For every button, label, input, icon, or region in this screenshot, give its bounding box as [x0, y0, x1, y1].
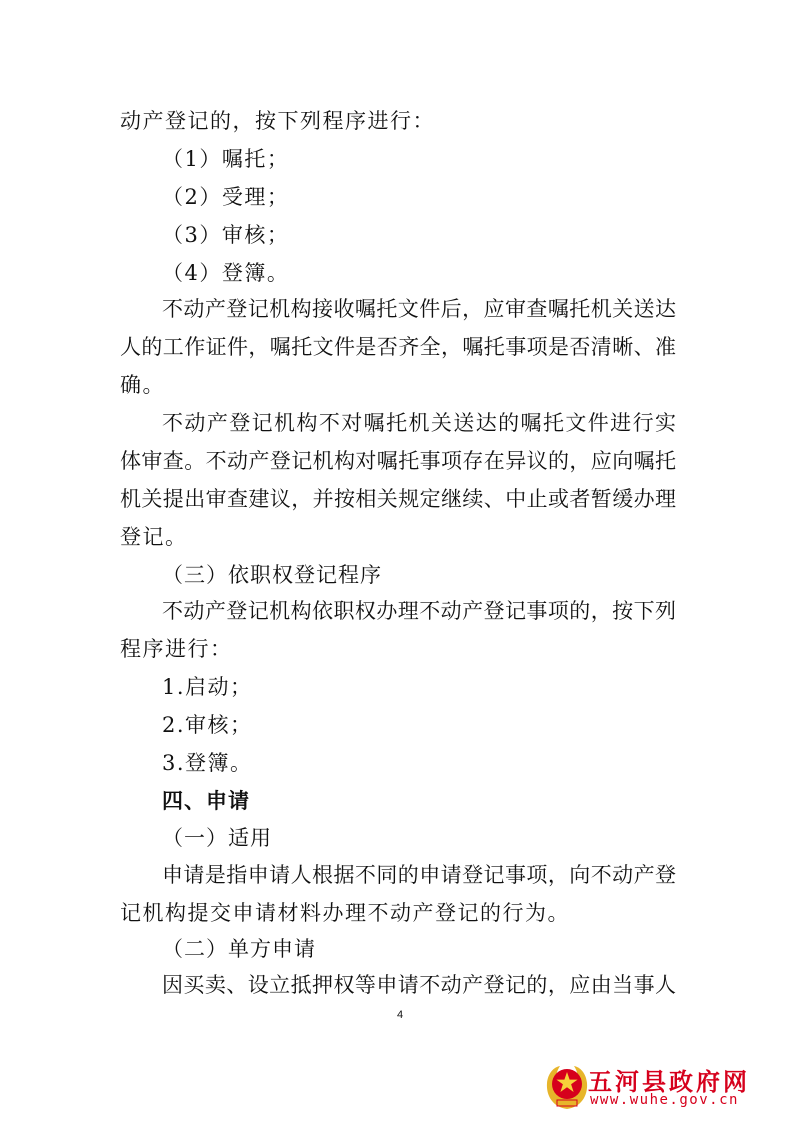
text-line: 体审查。不动产登记机构对嘱托事项存在异议的，应向嘱托	[120, 449, 676, 473]
list-item: （4）登簿。	[162, 261, 290, 285]
national-emblem-icon	[544, 1062, 590, 1112]
list-item: （3）审核；	[162, 223, 290, 247]
section-heading: （二）单方申请	[162, 937, 316, 961]
text-line: 登记。	[120, 525, 188, 549]
list-item: 1.启动；	[162, 675, 253, 699]
watermark-site-name: 五河县政府网	[588, 1068, 750, 1096]
section-heading: （三）依职权登记程序	[162, 563, 382, 587]
text-line: 因买卖、设立抵押权等申请不动产登记的，应由当事人	[162, 973, 676, 997]
chapter-heading: 四、申请	[162, 789, 250, 813]
text-line: 不动产登记机构依职权办理不动产登记事项的，按下列	[162, 599, 676, 623]
list-item: （2）受理；	[162, 185, 290, 209]
text-line: 程序进行：	[120, 637, 233, 661]
text-line: 机关提出审查建议，并按相关规定继续、中止或者暂缓办理	[120, 487, 676, 511]
text-line: 不动产登记机构接收嘱托文件后，应审查嘱托机关送达	[162, 297, 676, 321]
page-number: 4	[396, 1009, 404, 1021]
text-line: 动产登记的，按下列程序进行：	[120, 109, 435, 133]
text-line: 申请是指申请人根据不同的申请登记事项，向不动产登	[162, 863, 676, 887]
list-item: 2.审核；	[162, 713, 253, 737]
text-line: 不动产登记机构不对嘱托机关送达的嘱托文件进行实	[162, 411, 676, 435]
list-item: 3.登簿。	[162, 751, 253, 775]
text-line: 人的工作证件，嘱托文件是否齐全，嘱托事项是否清晰、准	[120, 335, 676, 359]
text-line: 确。	[120, 373, 165, 397]
watermark-url: www.wuhe.gov.cn	[590, 1092, 739, 1108]
list-item: （1）嘱托；	[162, 147, 290, 171]
section-heading: （一）适用	[162, 826, 272, 850]
text-line: 记机构提交申请材料办理不动产登记的行为。	[120, 901, 570, 925]
site-watermark	[544, 1060, 774, 1116]
